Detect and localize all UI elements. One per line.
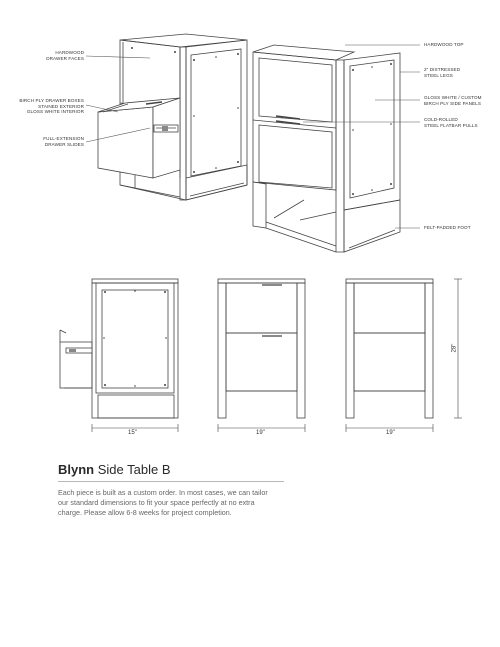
label-flatbar-pulls: COLD-ROLLED STEEL FLATBAR PULLS — [424, 117, 478, 128]
dimension-side-width: 15" — [128, 430, 137, 436]
front-view-drawing — [218, 279, 305, 418]
label-steel-legs: 2" DISTRESSED STEEL LEGS — [424, 67, 461, 78]
back-view-drawing — [346, 279, 433, 418]
product-title — [58, 462, 171, 477]
label-side-panels: GLOSS WHITE / CUSTOM BIRCH PLY SIDE PANELS — [424, 95, 482, 106]
isometric-closed-drawing — [253, 45, 400, 252]
product-subtitle: Side Table B — [97, 462, 171, 477]
side-view-drawing — [60, 279, 178, 418]
label-felt-foot: FELT-PADDED FOOT — [424, 225, 471, 230]
product-description: Each piece is built as a custom order. In most cases, we can tailor our standard dimensions to fit your space perfectly at no extra charge. Please allow 6-8 weeks for project completion. — [58, 488, 268, 518]
isometric-open-drawer-drawing — [98, 34, 247, 200]
label-drawer-boxes: BIRCH PLY DRAWER BOXES STAINED EXTERIOR GLOSS WHITE INTERIOR — [19, 98, 84, 115]
label-hardwood-top: HARDWOOD TOP — [424, 42, 464, 47]
label-hardwood-drawer-faces: HARDWOOD DRAWER FACES — [46, 50, 84, 61]
label-drawer-slides: FULL-EXTENSION DRAWER SLIDES — [43, 136, 84, 147]
dimension-front-width: 19" — [256, 430, 265, 436]
dimension-lines — [92, 279, 462, 432]
title-divider — [58, 481, 284, 482]
dimension-height: 28" — [451, 343, 458, 353]
product-name: Blynn — [58, 462, 95, 477]
dimension-back-width: 19" — [386, 430, 395, 436]
